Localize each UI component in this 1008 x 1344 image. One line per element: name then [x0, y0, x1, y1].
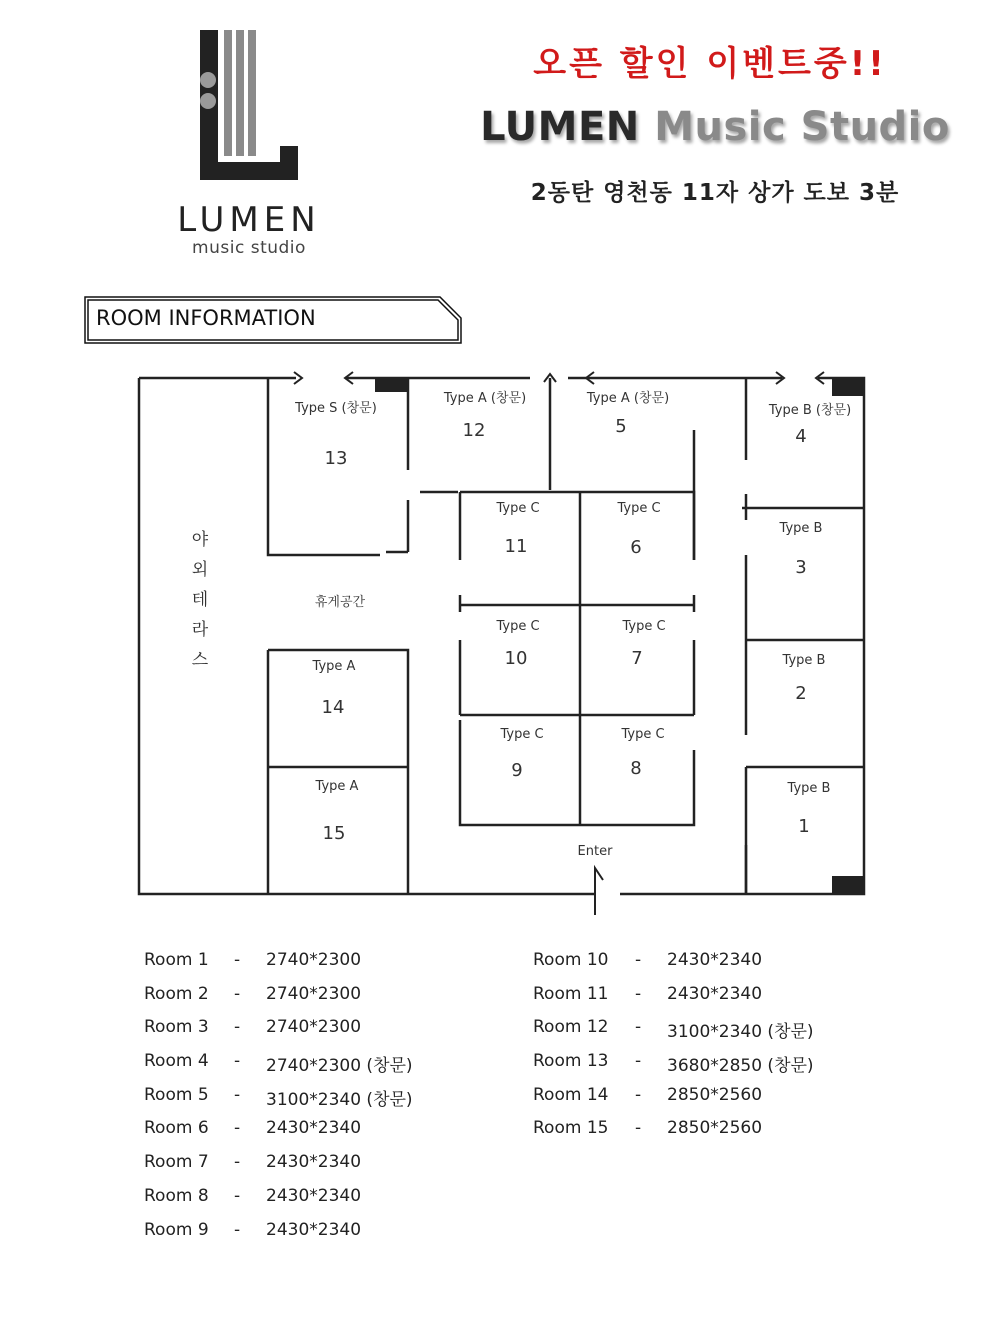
room-8-type: Type C: [621, 727, 665, 742]
pillar-2: [832, 378, 864, 396]
room-dims: 2740*2300: [266, 950, 362, 970]
room-list-item: [144, 1118, 474, 1152]
room-dash: -: [234, 1219, 241, 1240]
room-13-type: Type S (창문): [295, 401, 377, 416]
room-name: Room 6: [144, 1118, 209, 1139]
room-list-item: [144, 1186, 474, 1220]
room-12-type: Type A (창문): [443, 391, 527, 406]
room-name: Room 3: [144, 1017, 209, 1038]
promo-banner: 오픈 할인 이벤트중!!: [533, 44, 887, 84]
room-5-type: Type A (창문): [586, 391, 670, 406]
terrace-char-4: 라: [191, 620, 209, 640]
room-list-left: [144, 950, 474, 1253]
room-list-item: [533, 984, 863, 1018]
room-name: Room 14: [533, 1084, 609, 1105]
terrace-char-1: 야: [191, 530, 209, 550]
room-name: Room 8: [144, 1185, 209, 1206]
room-dims: 3100*2340 (창문): [266, 1089, 413, 1110]
room-dash: -: [635, 1084, 642, 1105]
room-9-type: Type C: [500, 727, 544, 742]
room-name: Room 4: [144, 1051, 209, 1072]
room-dash: -: [635, 950, 642, 970]
room-list-item: [144, 1220, 474, 1254]
room-15-type: Type A: [315, 779, 359, 794]
studio-brand: LUMEN: [480, 104, 640, 150]
room-name: Room 13: [533, 1051, 609, 1072]
room-8-number: 8: [630, 758, 642, 779]
room-14-number: 14: [321, 697, 345, 718]
room-15-number: 15: [322, 823, 346, 844]
pillar-1: [375, 378, 407, 392]
section-title: ROOM INFORMATION: [96, 306, 316, 330]
room-11-number: 11: [504, 536, 528, 557]
room-list-item: [144, 1051, 474, 1085]
room-list-item: [144, 1152, 474, 1186]
location-info: 2동탄 영천동 11자 상가 도보 3분: [530, 180, 900, 206]
room-name: Room 2: [144, 983, 209, 1004]
room-dims: 2850*2560: [667, 1118, 763, 1139]
lounge-label: 휴게공간: [314, 595, 366, 610]
room-list-item: [533, 1085, 863, 1119]
room-11-type: Type C: [496, 501, 540, 516]
room-dash: -: [635, 1051, 642, 1072]
room-dash: -: [234, 950, 241, 970]
room-list-item: [144, 984, 474, 1018]
room-name: Room 12: [533, 1017, 609, 1038]
room-dash: -: [234, 1051, 241, 1072]
room-dims: 2740*2300: [266, 1017, 362, 1038]
studio-name-rest: Music Studio: [654, 104, 950, 150]
room-dims: 2740*2300 (창문): [266, 1056, 413, 1077]
room-4-type: Type B (창문): [768, 403, 852, 418]
room-dims: 2430*2340: [266, 1152, 362, 1173]
room-list-item: [144, 950, 474, 984]
room-1-type: Type B: [787, 781, 831, 796]
logo-wordmark: LUMEN: [177, 200, 321, 240]
room-dims: 2430*2340: [667, 983, 763, 1004]
room-7-type: Type C: [622, 619, 666, 634]
room-5-number: 5: [615, 416, 627, 437]
room-dims: 2850*2560: [667, 1084, 763, 1105]
room-dims: 3100*2340 (창문): [667, 1022, 814, 1043]
room-10-number: 10: [504, 648, 528, 669]
room-6-number: 6: [630, 537, 642, 558]
room-dash: -: [234, 1017, 241, 1038]
room-dash: -: [234, 1118, 241, 1139]
room-dash: -: [234, 1185, 241, 1206]
room-3-type: Type B: [779, 521, 823, 536]
room-list-item: [533, 1051, 863, 1085]
room-dims: 2430*2340: [266, 1185, 362, 1206]
room-dash: -: [234, 1152, 241, 1173]
room-dash: -: [635, 983, 642, 1004]
room-name: Room 11: [533, 983, 609, 1004]
room-list-item: [533, 950, 863, 984]
terrace-char-3: 테: [191, 590, 209, 610]
room-2-type: Type B: [782, 653, 826, 668]
room-dims: 2430*2340: [667, 950, 763, 970]
room-10-type: Type C: [496, 619, 540, 634]
room-name: Room 7: [144, 1152, 209, 1173]
room-13-number: 13: [324, 448, 348, 469]
enter-label: Enter: [577, 844, 613, 859]
room-2-number: 2: [795, 683, 807, 704]
room-dims: 2430*2340: [266, 1118, 362, 1139]
door-arrows: [294, 372, 824, 915]
room-14-type: Type A: [312, 659, 356, 674]
room-7-number: 7: [631, 648, 643, 669]
terrace-char-5: 스: [191, 650, 209, 670]
room-name: Room 10: [533, 950, 609, 970]
room-list-item: [533, 1118, 863, 1152]
room-name: Room 15: [533, 1118, 609, 1139]
room-list-item: [144, 1017, 474, 1051]
logo-subtitle: music studio: [192, 238, 306, 258]
room-name: Room 9: [144, 1219, 209, 1240]
room-dash: -: [234, 983, 241, 1004]
room-dash: -: [234, 1084, 241, 1105]
terrace-char-2: 외: [191, 560, 209, 580]
room-dash: -: [635, 1017, 642, 1038]
room-12-number: 12: [462, 420, 486, 441]
room-list-item: [533, 1017, 863, 1051]
floor-plan-walls: [139, 378, 864, 894]
room-list-right: [533, 950, 863, 1152]
room-1-number: 1: [798, 816, 810, 837]
room-4-number: 4: [795, 426, 807, 447]
room-name: Room 5: [144, 1084, 209, 1105]
room-name: Room 1: [144, 950, 209, 970]
room-dims: 3680*2850 (창문): [667, 1056, 814, 1077]
room-dims: 2430*2340: [266, 1219, 362, 1240]
room-9-number: 9: [511, 760, 523, 781]
room-list-item: [144, 1085, 474, 1119]
room-dash: -: [635, 1118, 642, 1139]
room-dims: 2740*2300: [266, 983, 362, 1004]
pillar-3: [832, 876, 864, 894]
room-3-number: 3: [795, 557, 807, 578]
room-6-type: Type C: [617, 501, 661, 516]
